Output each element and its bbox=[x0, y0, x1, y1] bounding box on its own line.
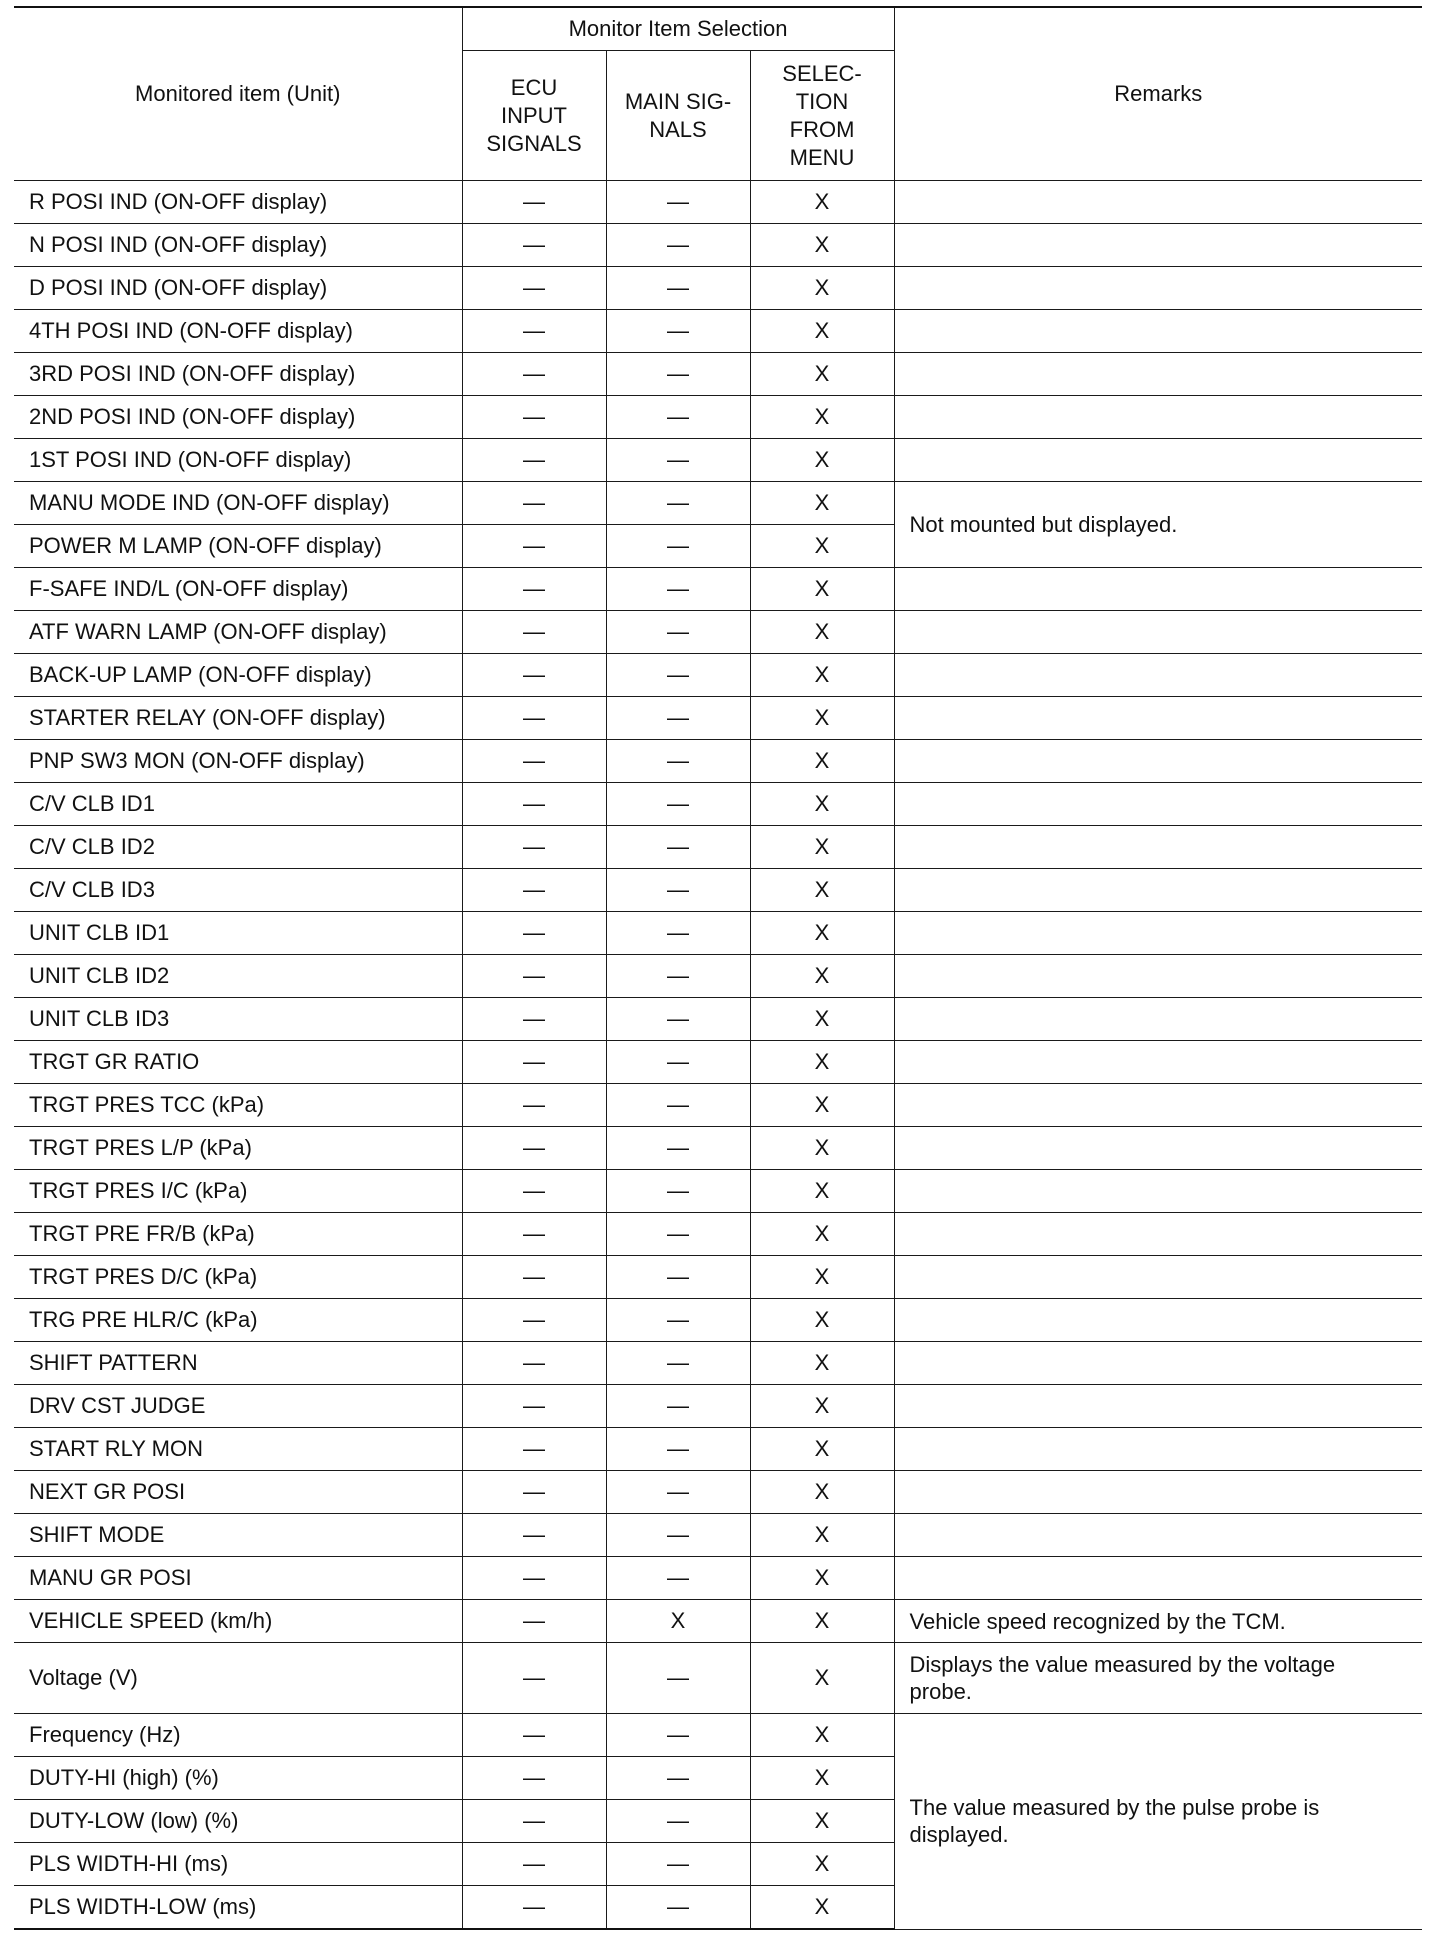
remarks-cell bbox=[894, 1342, 1422, 1385]
remarks-cell bbox=[894, 611, 1422, 654]
monitored-item-cell: 3RD POSI IND (ON-OFF display) bbox=[14, 353, 462, 396]
selection-menu-cell: X bbox=[750, 1843, 894, 1886]
header-monitored-item: Monitored item (Unit) bbox=[14, 7, 462, 181]
remarks-cell bbox=[894, 1557, 1422, 1600]
remarks-cell bbox=[894, 1213, 1422, 1256]
selection-menu-cell: X bbox=[750, 955, 894, 998]
selection-menu-cell: X bbox=[750, 267, 894, 310]
main-signals-cell: — bbox=[606, 1643, 750, 1714]
table-row bbox=[14, 826, 1422, 869]
main-signals-cell: — bbox=[606, 1557, 750, 1600]
ecu-input-cell: — bbox=[462, 1428, 606, 1471]
main-signals-cell: — bbox=[606, 912, 750, 955]
ecu-input-cell: — bbox=[462, 1127, 606, 1170]
monitored-item-cell: DRV CST JUDGE bbox=[14, 1385, 462, 1428]
remarks-cell bbox=[894, 396, 1422, 439]
main-signals-cell: — bbox=[606, 1299, 750, 1342]
remarks-cell bbox=[894, 181, 1422, 224]
remarks-cell bbox=[894, 568, 1422, 611]
ecu-input-cell: — bbox=[462, 525, 606, 568]
ecu-input-cell: — bbox=[462, 1299, 606, 1342]
table-row bbox=[14, 1385, 1422, 1428]
table-row bbox=[14, 697, 1422, 740]
header-row-1 bbox=[14, 7, 1422, 51]
remarks-cell bbox=[894, 1428, 1422, 1471]
monitored-item-cell: TRGT GR RATIO bbox=[14, 1041, 462, 1084]
selection-menu-cell: X bbox=[750, 525, 894, 568]
ecu-input-cell: — bbox=[462, 1843, 606, 1886]
main-signals-cell: — bbox=[606, 1385, 750, 1428]
monitored-item-cell: TRGT PRES I/C (kPa) bbox=[14, 1170, 462, 1213]
monitored-item-cell: BACK-UP LAMP (ON-OFF display) bbox=[14, 654, 462, 697]
main-signals-cell: — bbox=[606, 181, 750, 224]
table-row bbox=[14, 1256, 1422, 1299]
monitored-item-cell: SHIFT MODE bbox=[14, 1514, 462, 1557]
monitored-item-cell: DUTY-HI (high) (%) bbox=[14, 1757, 462, 1800]
monitored-item-cell: UNIT CLB ID2 bbox=[14, 955, 462, 998]
table-row bbox=[14, 1714, 1422, 1757]
main-signals-cell: — bbox=[606, 611, 750, 654]
main-signals-cell: — bbox=[606, 1084, 750, 1127]
monitor-item-table bbox=[14, 6, 1422, 1930]
table-row bbox=[14, 396, 1422, 439]
selection-menu-cell: X bbox=[750, 1041, 894, 1084]
ecu-input-cell: — bbox=[462, 1514, 606, 1557]
monitored-item-cell: C/V CLB ID2 bbox=[14, 826, 462, 869]
monitored-item-cell: UNIT CLB ID1 bbox=[14, 912, 462, 955]
table-row bbox=[14, 869, 1422, 912]
ecu-input-cell: — bbox=[462, 1643, 606, 1714]
table-row bbox=[14, 1041, 1422, 1084]
main-signals-cell: — bbox=[606, 1256, 750, 1299]
monitored-item-cell: F-SAFE IND/L (ON-OFF display) bbox=[14, 568, 462, 611]
table-row bbox=[14, 1299, 1422, 1342]
remarks-cell: Vehicle speed recognized by the TCM. bbox=[894, 1600, 1422, 1643]
monitored-item-cell: Voltage (V) bbox=[14, 1643, 462, 1714]
remarks-cell bbox=[894, 912, 1422, 955]
header-selection-from-menu: SELEC- TION FROM MENU bbox=[750, 51, 894, 181]
main-signals-cell: — bbox=[606, 1428, 750, 1471]
selection-menu-cell: X bbox=[750, 181, 894, 224]
selection-menu-cell: X bbox=[750, 869, 894, 912]
monitored-item-cell: 2ND POSI IND (ON-OFF display) bbox=[14, 396, 462, 439]
selection-menu-cell: X bbox=[750, 1127, 894, 1170]
main-signals-cell: — bbox=[606, 1757, 750, 1800]
remarks-cell bbox=[894, 1256, 1422, 1299]
ecu-input-cell: — bbox=[462, 869, 606, 912]
ecu-input-cell: — bbox=[462, 654, 606, 697]
selection-menu-cell: X bbox=[750, 697, 894, 740]
ecu-input-cell: — bbox=[462, 1170, 606, 1213]
selection-menu-cell: X bbox=[750, 912, 894, 955]
table-row bbox=[14, 1514, 1422, 1557]
table-header bbox=[14, 7, 1422, 181]
table-body bbox=[14, 181, 1422, 1930]
ecu-input-cell: — bbox=[462, 955, 606, 998]
main-signals-cell: — bbox=[606, 1213, 750, 1256]
selection-menu-cell: X bbox=[750, 1600, 894, 1643]
table-row bbox=[14, 267, 1422, 310]
monitor-item-document bbox=[14, 6, 1422, 1930]
table-row bbox=[14, 1471, 1422, 1514]
monitored-item-cell: PNP SW3 MON (ON-OFF display) bbox=[14, 740, 462, 783]
main-signals-cell: — bbox=[606, 482, 750, 525]
monitored-item-cell: DUTY-LOW (low) (%) bbox=[14, 1800, 462, 1843]
main-signals-cell: — bbox=[606, 740, 750, 783]
main-signals-cell: — bbox=[606, 1714, 750, 1757]
table-row bbox=[14, 611, 1422, 654]
table-row bbox=[14, 1084, 1422, 1127]
ecu-input-cell: — bbox=[462, 1886, 606, 1930]
main-signals-cell: — bbox=[606, 396, 750, 439]
remarks-cell bbox=[894, 869, 1422, 912]
main-signals-cell: — bbox=[606, 1041, 750, 1084]
remarks-cell bbox=[894, 1471, 1422, 1514]
main-signals-cell: — bbox=[606, 439, 750, 482]
selection-menu-cell: X bbox=[750, 1428, 894, 1471]
selection-menu-cell: X bbox=[750, 310, 894, 353]
remarks-cell bbox=[894, 783, 1422, 826]
monitored-item-cell: TRGT PRE FR/B (kPa) bbox=[14, 1213, 462, 1256]
remarks-cell bbox=[894, 439, 1422, 482]
monitored-item-cell: C/V CLB ID3 bbox=[14, 869, 462, 912]
monitored-item-cell: STARTER RELAY (ON-OFF display) bbox=[14, 697, 462, 740]
monitored-item-cell: Frequency (Hz) bbox=[14, 1714, 462, 1757]
remarks-cell bbox=[894, 1299, 1422, 1342]
table-row bbox=[14, 1170, 1422, 1213]
monitored-item-cell: 4TH POSI IND (ON-OFF display) bbox=[14, 310, 462, 353]
table-row bbox=[14, 654, 1422, 697]
selection-menu-cell: X bbox=[750, 1557, 894, 1600]
selection-menu-cell: X bbox=[750, 1385, 894, 1428]
monitored-item-cell: SHIFT PATTERN bbox=[14, 1342, 462, 1385]
monitored-item-cell: 1ST POSI IND (ON-OFF display) bbox=[14, 439, 462, 482]
selection-menu-cell: X bbox=[750, 1299, 894, 1342]
ecu-input-cell: — bbox=[462, 396, 606, 439]
table-row bbox=[14, 955, 1422, 998]
ecu-input-cell: — bbox=[462, 1600, 606, 1643]
selection-menu-cell: X bbox=[750, 482, 894, 525]
table-row bbox=[14, 181, 1422, 224]
selection-menu-cell: X bbox=[750, 1213, 894, 1256]
table-row bbox=[14, 1600, 1422, 1643]
monitored-item-cell: TRGT PRES TCC (kPa) bbox=[14, 1084, 462, 1127]
ecu-input-cell: — bbox=[462, 267, 606, 310]
main-signals-cell: — bbox=[606, 1514, 750, 1557]
selection-menu-cell: X bbox=[750, 1886, 894, 1930]
remarks-cell bbox=[894, 1385, 1422, 1428]
monitored-item-cell: C/V CLB ID1 bbox=[14, 783, 462, 826]
selection-menu-cell: X bbox=[750, 353, 894, 396]
main-signals-cell: — bbox=[606, 998, 750, 1041]
header-ecu-input-signals: ECU INPUT SIGNALS bbox=[462, 51, 606, 181]
selection-menu-cell: X bbox=[750, 1714, 894, 1757]
monitored-item-cell: TRG PRE HLR/C (kPa) bbox=[14, 1299, 462, 1342]
ecu-input-cell: — bbox=[462, 1213, 606, 1256]
main-signals-cell: — bbox=[606, 955, 750, 998]
remarks-cell bbox=[894, 1127, 1422, 1170]
selection-menu-cell: X bbox=[750, 1643, 894, 1714]
selection-menu-cell: X bbox=[750, 826, 894, 869]
main-signals-cell: — bbox=[606, 1127, 750, 1170]
selection-menu-cell: X bbox=[750, 740, 894, 783]
ecu-input-cell: — bbox=[462, 1471, 606, 1514]
main-signals-cell: X bbox=[606, 1600, 750, 1643]
selection-menu-cell: X bbox=[750, 998, 894, 1041]
main-signals-cell: — bbox=[606, 267, 750, 310]
remarks-cell bbox=[894, 654, 1422, 697]
monitored-item-cell: PLS WIDTH-LOW (ms) bbox=[14, 1886, 462, 1930]
table-row bbox=[14, 224, 1422, 267]
ecu-input-cell: — bbox=[462, 1800, 606, 1843]
remarks-cell bbox=[894, 310, 1422, 353]
selection-menu-cell: X bbox=[750, 224, 894, 267]
main-signals-cell: — bbox=[606, 1800, 750, 1843]
table-row bbox=[14, 1557, 1422, 1600]
monitored-item-cell: NEXT GR POSI bbox=[14, 1471, 462, 1514]
main-signals-cell: — bbox=[606, 826, 750, 869]
table-row bbox=[14, 783, 1422, 826]
selection-menu-cell: X bbox=[750, 1342, 894, 1385]
table-row bbox=[14, 740, 1422, 783]
main-signals-cell: — bbox=[606, 353, 750, 396]
ecu-input-cell: — bbox=[462, 740, 606, 783]
ecu-input-cell: — bbox=[462, 1714, 606, 1757]
selection-menu-cell: X bbox=[750, 568, 894, 611]
table-row bbox=[14, 912, 1422, 955]
monitored-item-cell: PLS WIDTH-HI (ms) bbox=[14, 1843, 462, 1886]
ecu-input-cell: — bbox=[462, 1256, 606, 1299]
monitored-item-cell: R POSI IND (ON-OFF display) bbox=[14, 181, 462, 224]
remarks-cell: Not mounted but displayed. bbox=[894, 482, 1422, 568]
table-row bbox=[14, 1127, 1422, 1170]
table-row bbox=[14, 310, 1422, 353]
remarks-cell bbox=[894, 955, 1422, 998]
table-row bbox=[14, 482, 1422, 525]
selection-menu-cell: X bbox=[750, 1256, 894, 1299]
main-signals-cell: — bbox=[606, 1170, 750, 1213]
selection-menu-cell: X bbox=[750, 396, 894, 439]
remarks-cell bbox=[894, 353, 1422, 396]
ecu-input-cell: — bbox=[462, 1342, 606, 1385]
selection-menu-cell: X bbox=[750, 1514, 894, 1557]
remarks-cell bbox=[894, 826, 1422, 869]
remarks-cell bbox=[894, 224, 1422, 267]
table-row bbox=[14, 1213, 1422, 1256]
remarks-cell bbox=[894, 1514, 1422, 1557]
ecu-input-cell: — bbox=[462, 1385, 606, 1428]
remarks-cell: Displays the value measured by the voltage probe. bbox=[894, 1643, 1422, 1714]
header-monitor-item-selection: Monitor Item Selection bbox=[462, 7, 894, 51]
monitored-item-cell: START RLY MON bbox=[14, 1428, 462, 1471]
selection-menu-cell: X bbox=[750, 1757, 894, 1800]
table-row bbox=[14, 1342, 1422, 1385]
main-signals-cell: — bbox=[606, 869, 750, 912]
selection-menu-cell: X bbox=[750, 654, 894, 697]
ecu-input-cell: — bbox=[462, 353, 606, 396]
ecu-input-cell: — bbox=[462, 224, 606, 267]
monitored-item-cell: ATF WARN LAMP (ON-OFF display) bbox=[14, 611, 462, 654]
main-signals-cell: — bbox=[606, 525, 750, 568]
remarks-cell bbox=[894, 1041, 1422, 1084]
main-signals-cell: — bbox=[606, 1471, 750, 1514]
remarks-cell bbox=[894, 267, 1422, 310]
ecu-input-cell: — bbox=[462, 181, 606, 224]
ecu-input-cell: — bbox=[462, 783, 606, 826]
ecu-input-cell: — bbox=[462, 1041, 606, 1084]
monitored-item-cell: N POSI IND (ON-OFF display) bbox=[14, 224, 462, 267]
selection-menu-cell: X bbox=[750, 1084, 894, 1127]
main-signals-cell: — bbox=[606, 224, 750, 267]
ecu-input-cell: — bbox=[462, 697, 606, 740]
selection-menu-cell: X bbox=[750, 783, 894, 826]
remarks-cell bbox=[894, 1170, 1422, 1213]
ecu-input-cell: — bbox=[462, 1757, 606, 1800]
remarks-cell: The value measured by the pulse probe is displayed. bbox=[894, 1714, 1422, 1930]
remarks-cell bbox=[894, 697, 1422, 740]
table-row bbox=[14, 568, 1422, 611]
main-signals-cell: — bbox=[606, 1843, 750, 1886]
table-row bbox=[14, 1643, 1422, 1714]
monitored-item-cell: TRGT PRES L/P (kPa) bbox=[14, 1127, 462, 1170]
ecu-input-cell: — bbox=[462, 482, 606, 525]
ecu-input-cell: — bbox=[462, 1084, 606, 1127]
selection-menu-cell: X bbox=[750, 611, 894, 654]
selection-menu-cell: X bbox=[750, 1471, 894, 1514]
ecu-input-cell: — bbox=[462, 568, 606, 611]
main-signals-cell: — bbox=[606, 654, 750, 697]
remarks-cell bbox=[894, 998, 1422, 1041]
monitored-item-cell: TRGT PRES D/C (kPa) bbox=[14, 1256, 462, 1299]
ecu-input-cell: — bbox=[462, 998, 606, 1041]
monitored-item-cell: POWER M LAMP (ON-OFF display) bbox=[14, 525, 462, 568]
table-row bbox=[14, 353, 1422, 396]
monitored-item-cell: MANU GR POSI bbox=[14, 1557, 462, 1600]
monitored-item-cell: MANU MODE IND (ON-OFF display) bbox=[14, 482, 462, 525]
table-row bbox=[14, 439, 1422, 482]
header-remarks: Remarks bbox=[894, 7, 1422, 181]
table-row bbox=[14, 1428, 1422, 1471]
remarks-cell bbox=[894, 1084, 1422, 1127]
selection-menu-cell: X bbox=[750, 1800, 894, 1843]
main-signals-cell: — bbox=[606, 1886, 750, 1930]
ecu-input-cell: — bbox=[462, 912, 606, 955]
ecu-input-cell: — bbox=[462, 1557, 606, 1600]
ecu-input-cell: — bbox=[462, 439, 606, 482]
ecu-input-cell: — bbox=[462, 826, 606, 869]
main-signals-cell: — bbox=[606, 1342, 750, 1385]
monitored-item-cell: VEHICLE SPEED (km/h) bbox=[14, 1600, 462, 1643]
ecu-input-cell: — bbox=[462, 611, 606, 654]
main-signals-cell: — bbox=[606, 310, 750, 353]
selection-menu-cell: X bbox=[750, 439, 894, 482]
remarks-cell bbox=[894, 740, 1422, 783]
monitored-item-cell: UNIT CLB ID3 bbox=[14, 998, 462, 1041]
main-signals-cell: — bbox=[606, 568, 750, 611]
selection-menu-cell: X bbox=[750, 1170, 894, 1213]
monitored-item-cell: D POSI IND (ON-OFF display) bbox=[14, 267, 462, 310]
header-main-signals: MAIN SIG- NALS bbox=[606, 51, 750, 181]
main-signals-cell: — bbox=[606, 697, 750, 740]
table-row bbox=[14, 998, 1422, 1041]
main-signals-cell: — bbox=[606, 783, 750, 826]
ecu-input-cell: — bbox=[462, 310, 606, 353]
